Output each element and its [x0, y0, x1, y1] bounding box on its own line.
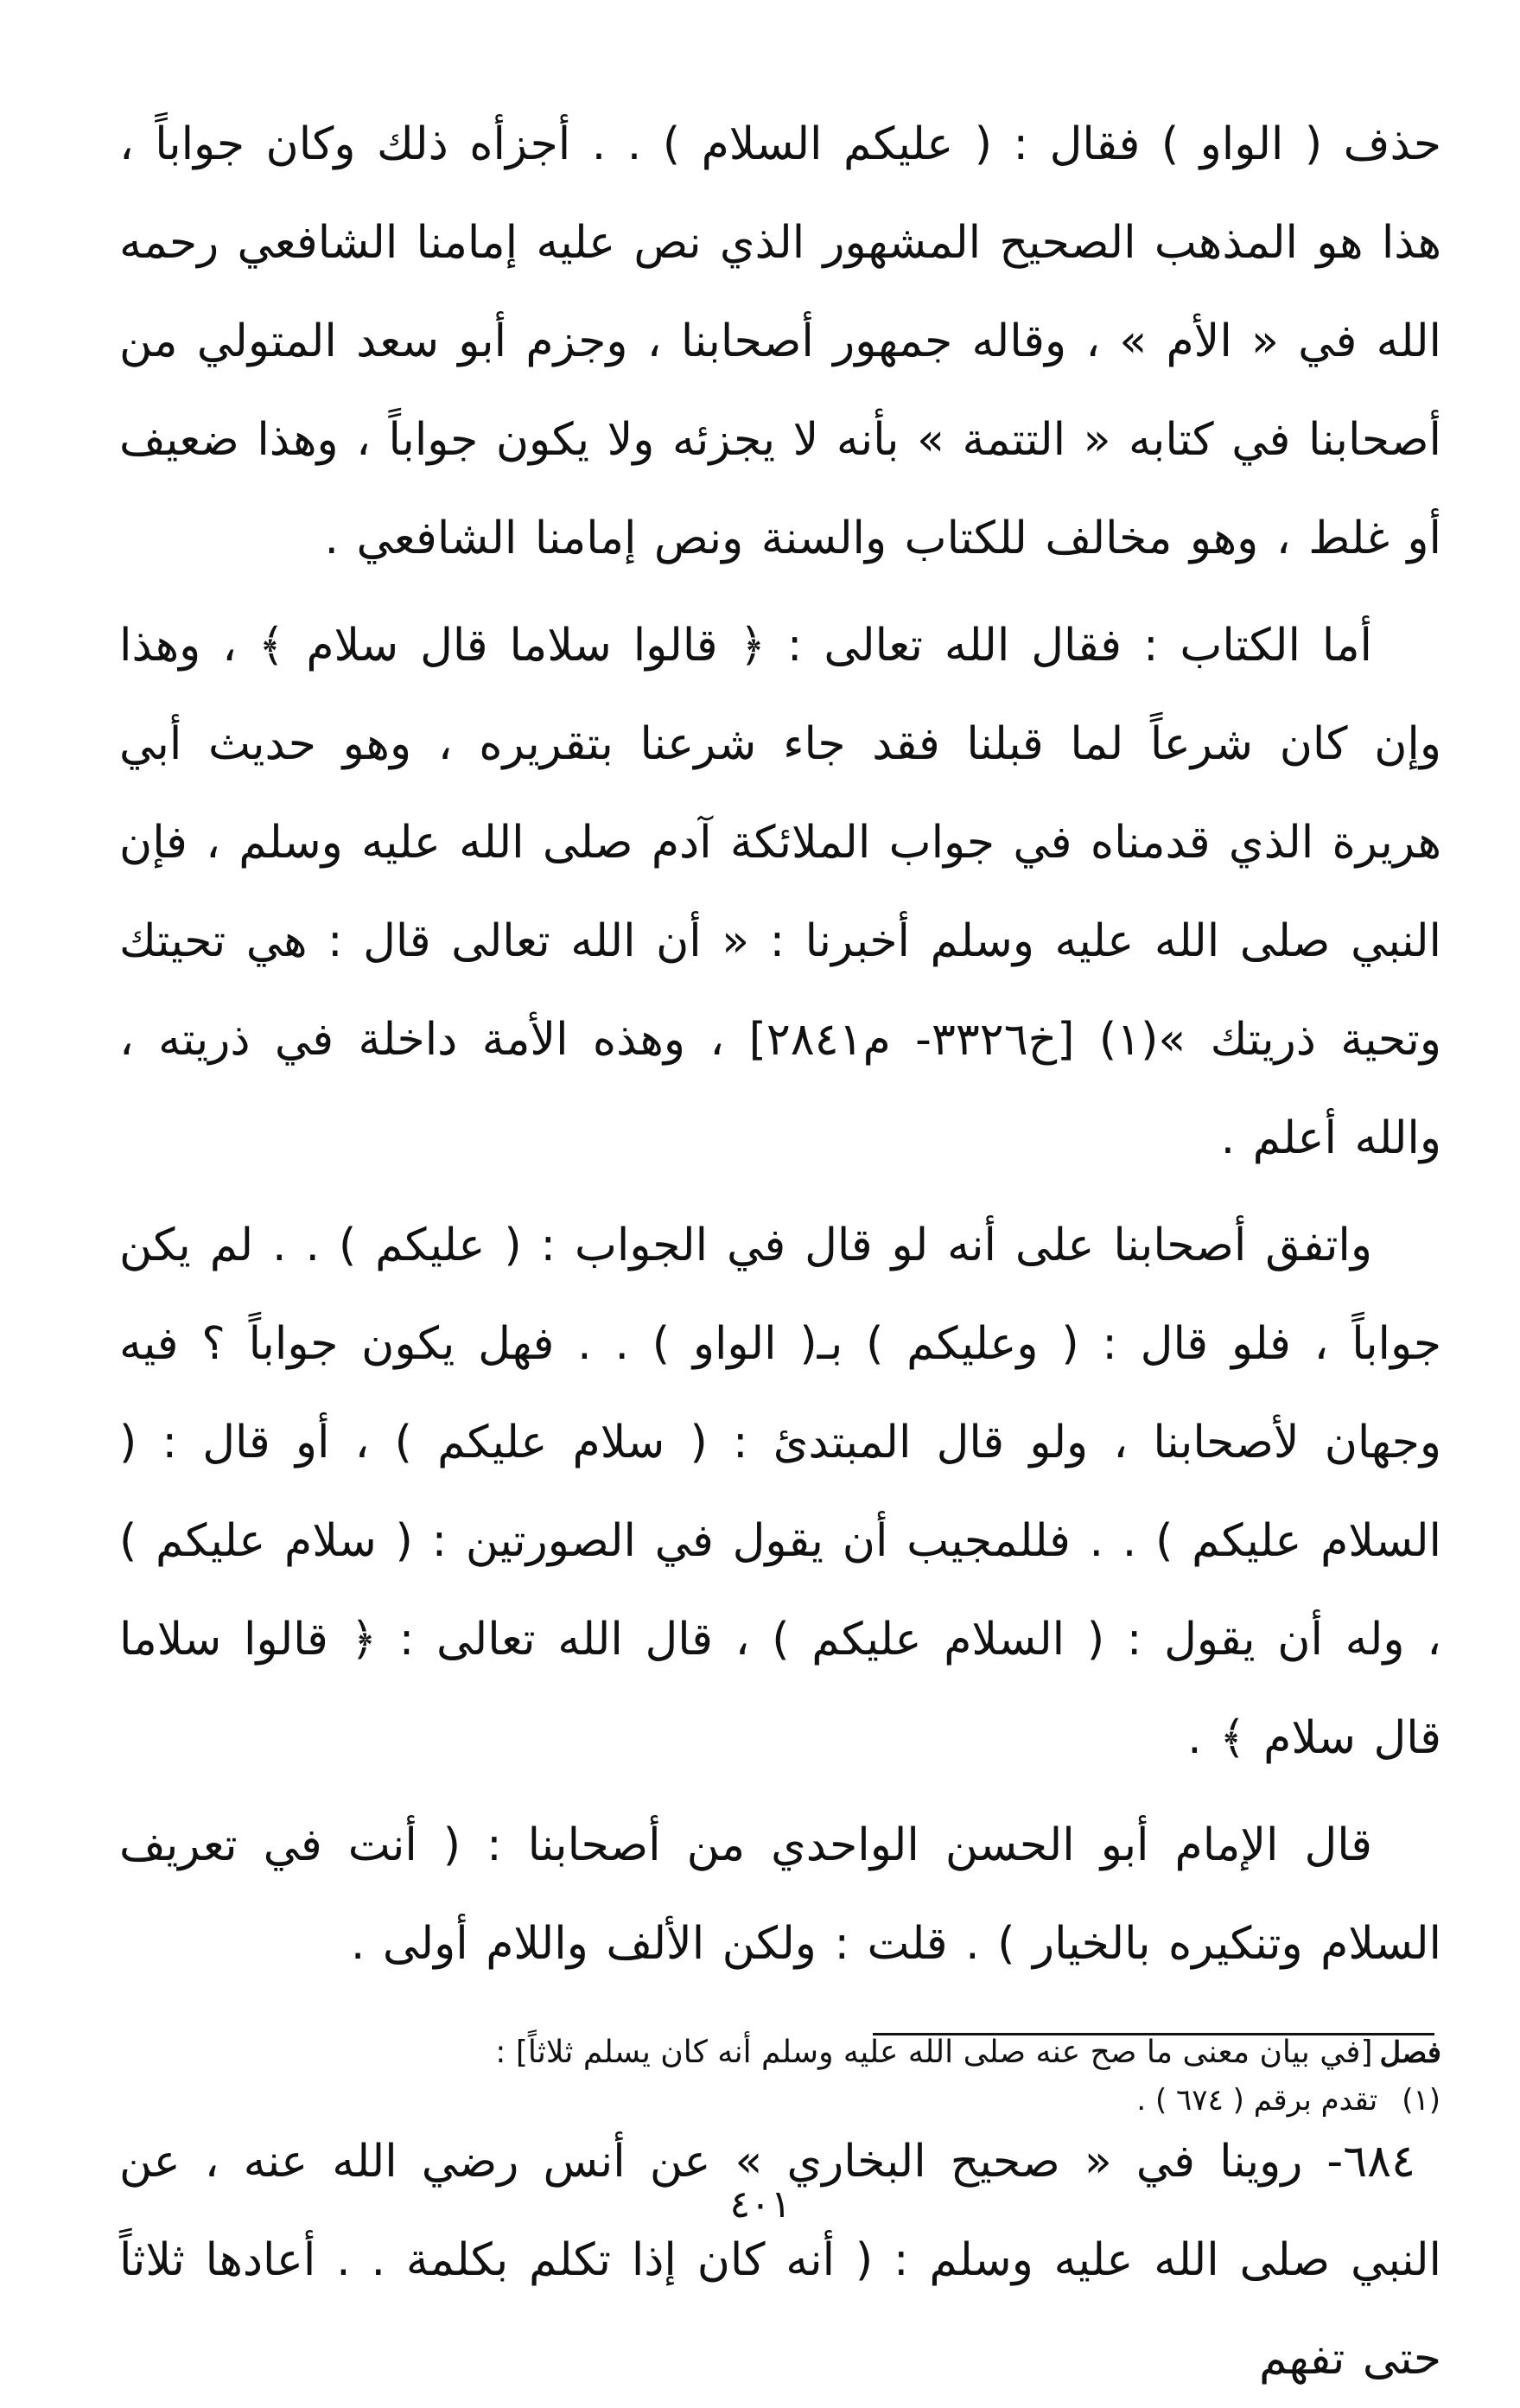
page-number: ٤٠١ — [729, 2182, 792, 2226]
hadith-paragraph: ٦٨٤- روينا في « صحيح البخاري » عن أنس رضي الله عنه ، عن النبي صلى الله عليه وسلم : ( أنه كان إذا تكلم بكلمة . . أعادها ثلاثاً حتى تفهم — [119, 2136, 1441, 2385]
paragraph-3: واتفق أصحابنا على أنه لو قال في الجواب : ( عليكم ) . . لم يكن جواباً ، فلو قال : ( وعليكم ) بـ( الواو ) . . فهل يكون جواباً ؟ فيه وجهان لأصحابنا ، ولو قال المبتدئ : ( سلام عليكم ) ، أو قال : ( السلام عليكم ) . . فللمجيب أن يقول في الصورتين : ( سلام عليكم ) ، وله أن يقول : ( السلام عليكم ) ، قال الله تعالى : ﴿ قالوا سلاما قال سلام ﴾ . — [119, 1220, 1441, 1764]
main-text — [119, 95, 1441, 2408]
paragraph-1: حذف ( الواو ) فقال : ( عليكم السلام ) . . أجزأه ذلك وكان جواباً ، هذا هو المذهب الصحيح المشهور الذي نص عليه إمامنا الشافعي رحمه الله في « الأم » ، وقاله جمهور أصحابنا ، وجزم أبو سعد المتولي من أصحابنا في كتابه « التتمة » بأنه لا يجزئه ولا يكون جواباً ، وهذا ضعيف أو غلط ، وهو مخالف للكتاب والسنة ونص إمامنا الشافعي . — [119, 118, 1441, 564]
section-title: [في بيان معنى ما صح عنه صلى الله عليه وسلم أنه كان يسلم ثلاثاً] : — [495, 2035, 1373, 2070]
section-label: فصل — [1379, 2035, 1441, 2070]
footnote-number: (١) — [1402, 2083, 1441, 2118]
footnote-text: تقدم برقم ( ٦٧٤ ) . — [1136, 2083, 1378, 2118]
paragraph-2: أما الكتاب : فقال الله تعالى : ﴿ قالوا سلاما قال سلام ﴾ ، وهذا وإن كان شرعاً لما قبلنا فقد جاء شرعنا بتقريره ، وهو حديث أبي هريرة الذي قدمناه في جواب الملائكة آدم صلى الله عليه وسلم ، فإن النبي صلى الله عليه وسلم أخبرنا : « أن الله تعالى قال : هي تحيتك وتحية ذريتك »(١) [خ٣٣٢٦- م٢٨٤١] ، وهذه الأمة داخلة في ذريته ، والله أعلم . — [119, 620, 1442, 1164]
footnote-divider — [873, 2033, 1434, 2035]
paragraph-4: قال الإمام أبو الحسن الواحدي من أصحابنا : ( أنت في تعريف السلام وتنكيره بالخيار ) . قلت : ولكن الألف واللام أولى . — [119, 1819, 1441, 1970]
footnote — [1136, 2074, 1441, 2126]
